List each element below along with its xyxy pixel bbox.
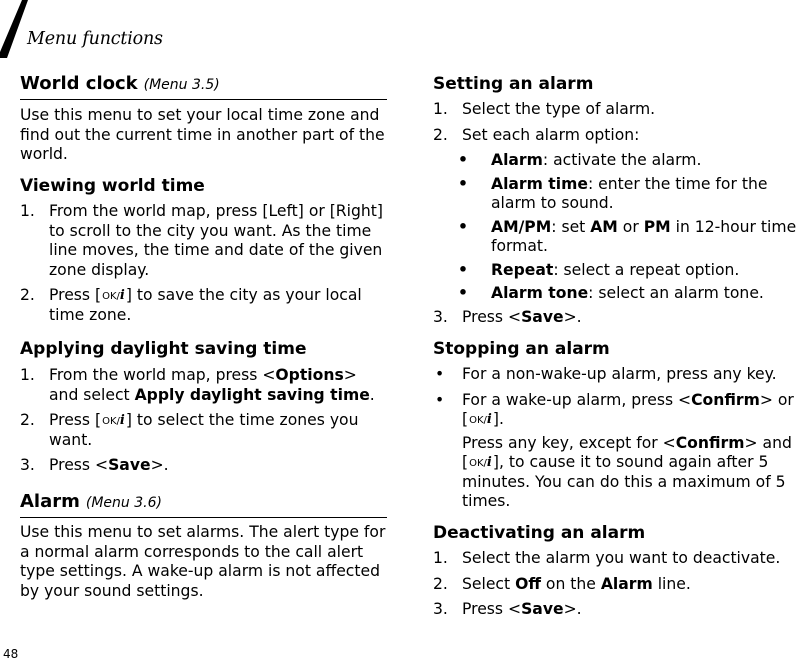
ok-info-key-icon: OK/i [469, 412, 492, 427]
page-number: 48 [3, 647, 19, 661]
header-slash-decoration [0, 0, 30, 60]
world-clock-intro: Use this menu to set your local time zone and find out the current time in another part of the world. [20, 106, 385, 163]
list-item: 1. Select the type of alarm. [433, 100, 656, 118]
list-item: 3. Press <Save>. [433, 307, 582, 326]
list-item: 2. Press [OK/i] to save the city as your local time zone. [20, 286, 362, 324]
option-alarm: • Alarm: activate the alarm. [458, 151, 702, 169]
list-item-continuation: Press any key, except for <Confirm> and [OK/i], to cause it to sound again after 5 minutes. You can do this a maximum of 5 times. [462, 433, 792, 510]
option-am-pm: • AM/PM: set AM or PM in 12-hour time format. [458, 217, 797, 255]
world-clock-menu-ref: (Menu 3.5) [143, 77, 220, 93]
list-item: 1. Select the alarm you want to deactivate. [433, 549, 781, 567]
alarm-rule [20, 517, 387, 518]
setting-alarm-heading: Setting an alarm [433, 74, 594, 94]
deactivating-steps [433, 549, 798, 626]
alarm-title: Alarm (Menu 3.6) [20, 491, 162, 512]
list-item: • For a non-wake-up alarm, press any key. [435, 365, 777, 383]
ok-info-key-icon: OK/i [102, 413, 125, 428]
daylight-steps [20, 366, 390, 482]
list-item: 2. Set each alarm option: [433, 125, 640, 144]
list-item: 3. Press <Save>. [433, 600, 582, 618]
alarm-menu-ref: (Menu 3.6) [85, 495, 162, 511]
stopping-bullets [433, 365, 798, 518]
ok-info-key-icon: OK/i [102, 288, 125, 303]
ok-info-key-icon: OK/i [469, 455, 492, 470]
world-clock-title: World clock (Menu 3.5) [20, 73, 220, 94]
list-item: 2. Select Off on the Alarm line. [433, 574, 691, 593]
option-alarm-time: • Alarm time: enter the time for the alarm to sound. [458, 174, 768, 212]
list-item: 3. Press <Save>. [20, 456, 169, 474]
daylight-saving-heading: Applying daylight saving time [20, 339, 307, 359]
page-header-title: Menu functions [27, 29, 163, 49]
world-clock-rule [20, 99, 387, 100]
list-item: 1. From the world map, press [Left] or [Right] to scroll to the city you want. As the time line moves, the time and date of the given zone display. [20, 202, 383, 279]
setting-steps [433, 100, 798, 333]
list-item: 2. Press [OK/i] to select the time zones you want. [20, 411, 359, 449]
list-item: • For a wake-up alarm, press <Confirm> or [OK/i]. [435, 390, 794, 428]
stopping-alarm-heading: Stopping an alarm [433, 339, 610, 359]
deactivating-alarm-heading: Deactivating an alarm [433, 523, 646, 543]
viewing-world-time-heading: Viewing world time [20, 176, 205, 196]
alarm-intro: Use this menu to set alarms. The alert type for a normal alarm corresponds to the call alert type settings. A wake-up alarm is not affected by your sound settings. [20, 523, 386, 600]
option-alarm-tone: • Alarm tone: select an alarm tone. [458, 284, 764, 302]
list-item: 1. From the world map, press <Options> and select Apply daylight saving time. [20, 366, 375, 404]
option-repeat: • Repeat: select a repeat option. [458, 260, 740, 279]
viewing-steps [20, 202, 385, 331]
